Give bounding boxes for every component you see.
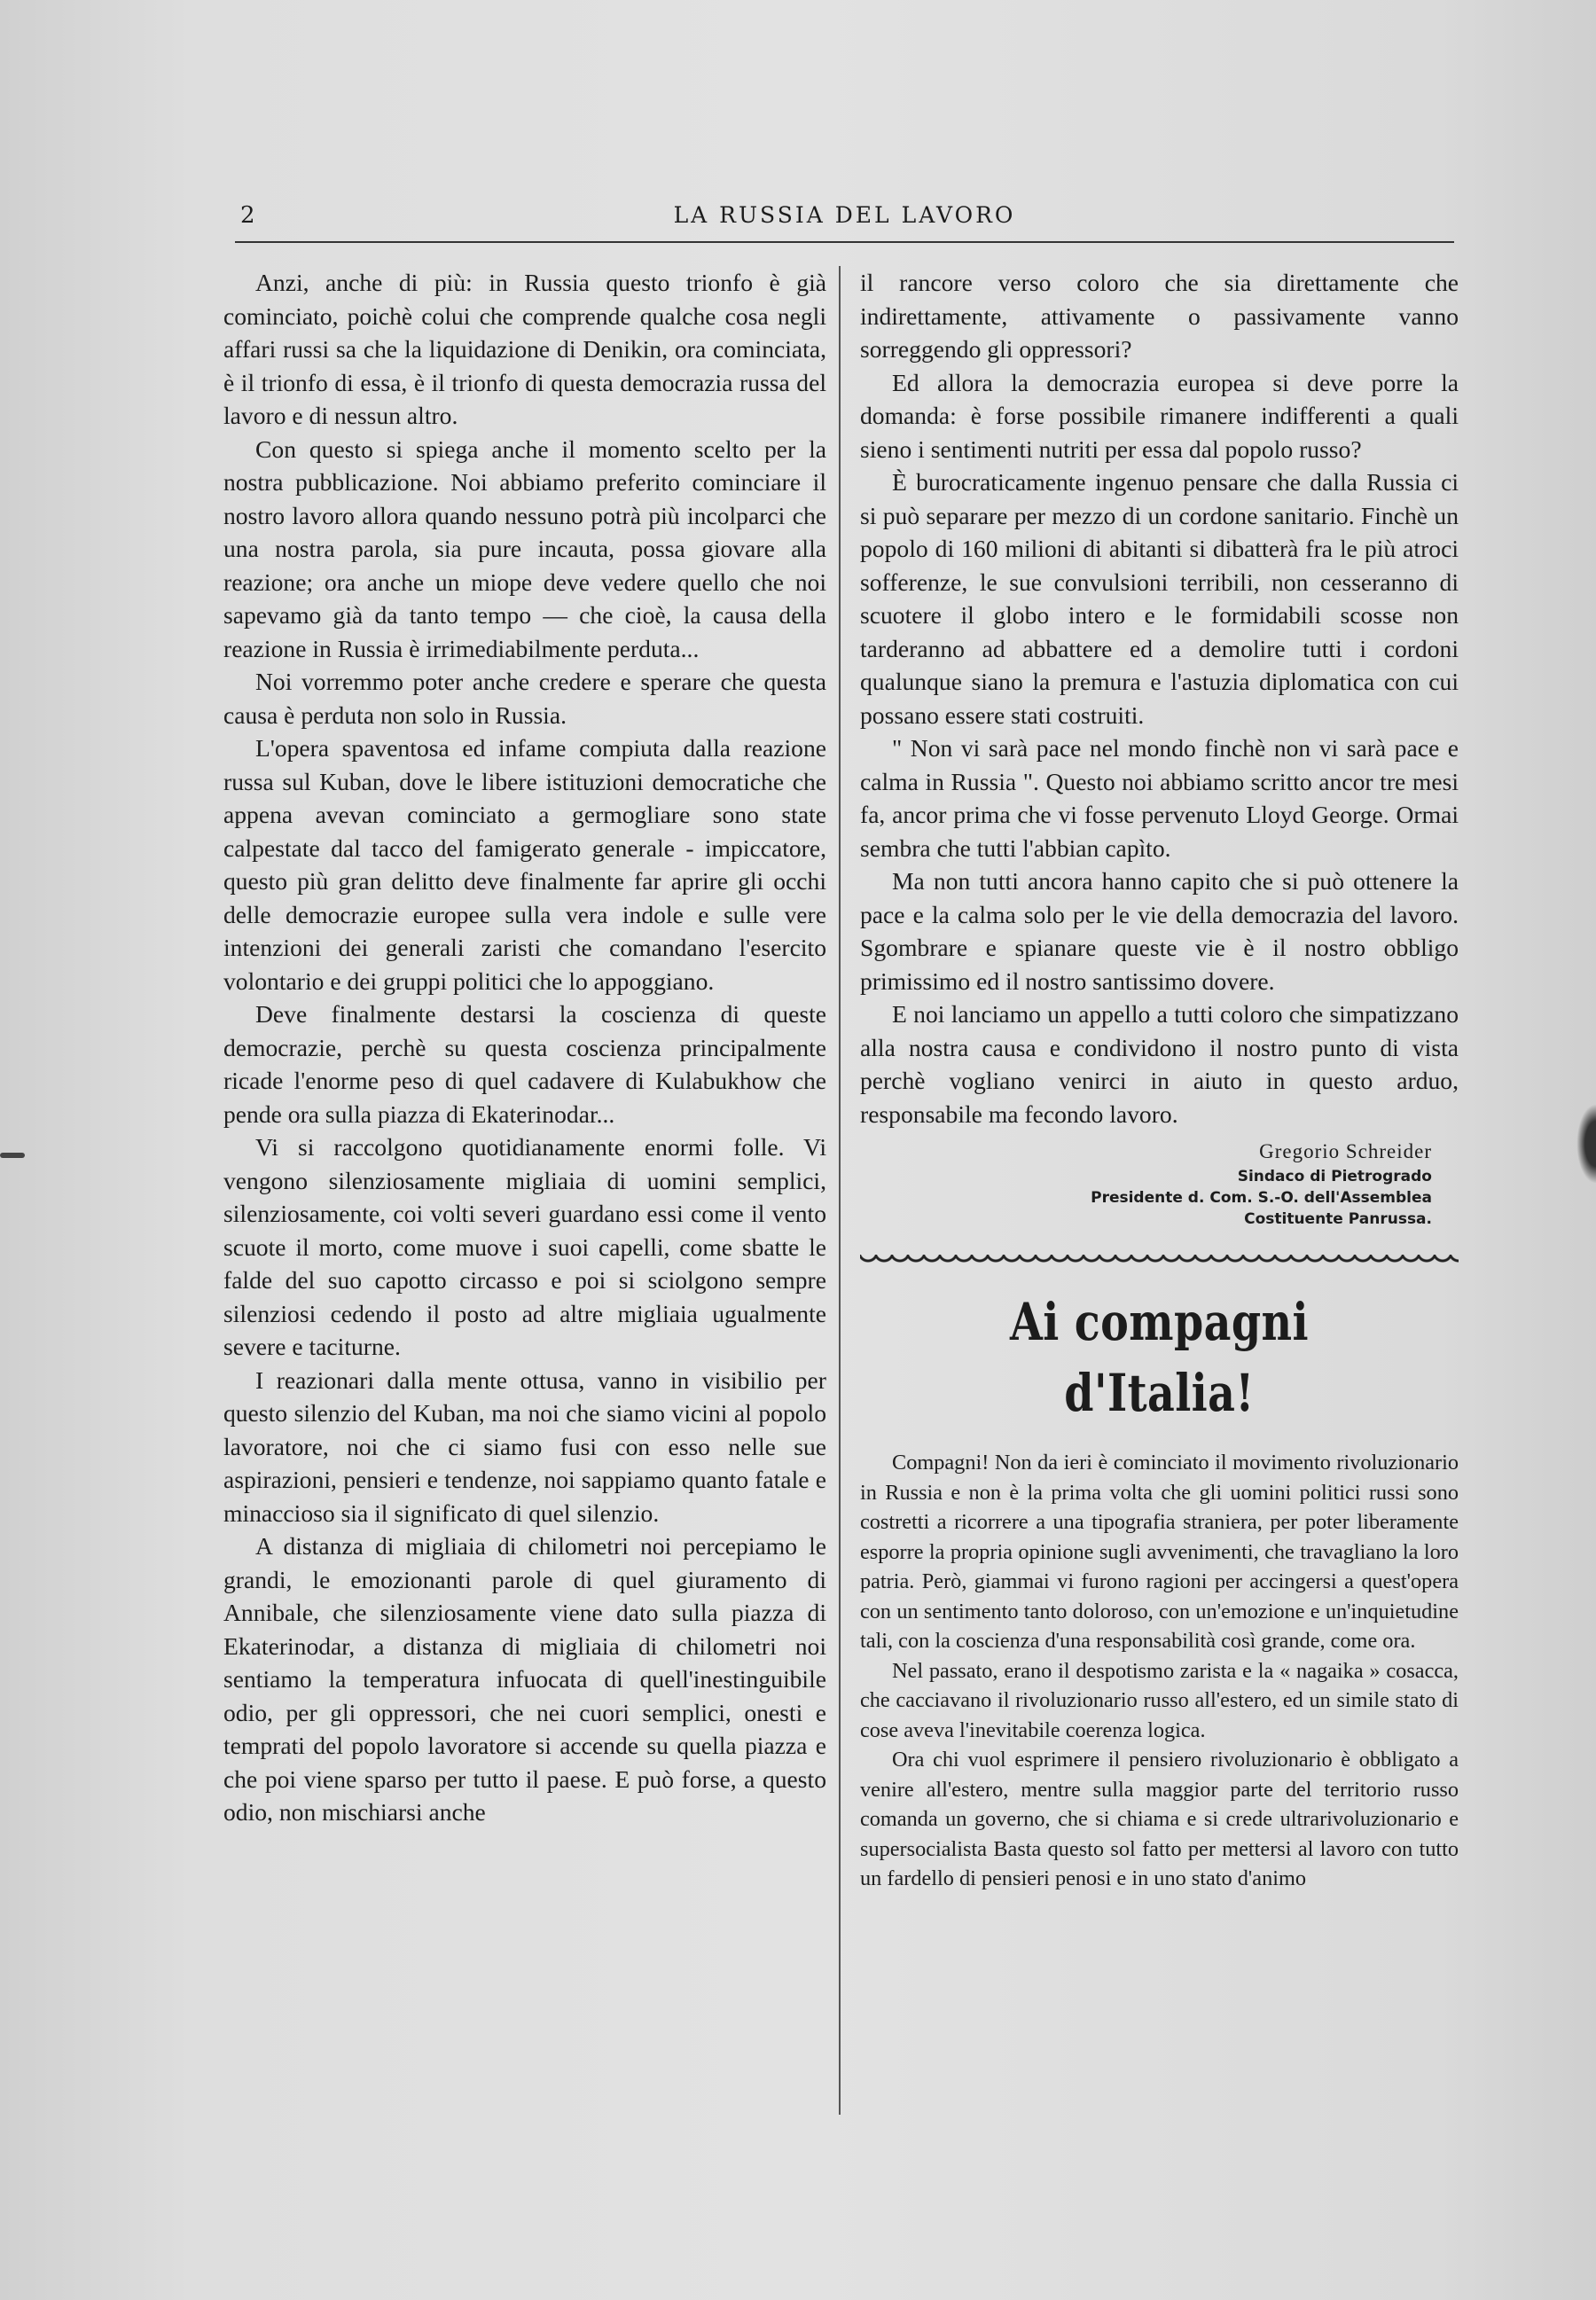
- paragraph: I reazionari dalla mente ottusa, vanno in visibilio per questo silenzio del Kuban, ma noi che siamo vicini al popolo lavoratore, noi che ci siamo fusi con esso nelle sue aspirazioni, pensieri e tendenze, noi sappiamo quanto fatale e minaccioso sia il significato di quel silenzio.: [223, 1365, 826, 1527]
- paragraph: A distanza di migliaia di chilometri noi percepiamo le grandi, le emozionanti parole di quel giuramento di Annibale, che silenziosamente viene dato sulla piazza di Ekaterinodar, a distanza di migliaia di chilometri noi sentiamo la temperatura infuocata di quell'inestinguibile odio, per gli oppressori, che nei cuori semplici, onesti e temprati del popolo lavoratore si accende su quella piazza e che poi viene sparso per tutto il paese. E può forse, a questo odio, non mischiarsi anche: [223, 1532, 826, 1826]
- page-tear-mark: [1576, 1104, 1596, 1184]
- paragraph: Ma non tutti ancora hanno capito che si può ottenere la pace e la calma solo per le vie della democrazia del lavoro. Sgombrare e spianare queste vie è il nostro obbligo primissimo ed il nostro santissimo dovere.: [860, 867, 1459, 995]
- page-number: 2: [240, 202, 255, 229]
- paragraph: Con questo si spiega anche il momento scelto per la nostra pubblicazione. Noi abbiamo preferito cominciare il nostro lavoro allora quando nessuno potrà più incolparci che una nostra parola, sia pure incauta, possa giovare alla reazione; ora anche un miope deve vedere quello che noi sapevamo già da tanto tempo — che cioè, la causa della reazione in Russia è irrimediabilmente perduta...: [223, 434, 826, 662]
- paragraph: Nel passato, erano il despotismo zarista e la « nagaika » cosacca, che cacciavano il rivoluzionario russo all'estero, ed un simile stato di cose aveva l'inevitabile coerenza logica.: [860, 1658, 1459, 1742]
- ink-smudge: [0, 1153, 25, 1158]
- paragraph: Anzi, anche di più: in Russia questo trionfo è già cominciato, poichè colui che comprende qualche cosa negli affari russi sa che la liquidazione di Denikin, ora cominciata, è il trionfo di essa, è il trionfo di questa democrazia russa del lavoro e di nessun altro.: [223, 269, 826, 429]
- paragraph: L'opera spaventosa ed infame compiuta dalla reazione russa sul Kuban, dove le libere istituzioni democratiche che appena avevan cominciato a germogliare sono state calpestate dal tacco del famigerato generale - impiccatore, questo più gran delitto deve finalmente far aprire gli occhi delle democrazie europee sulla vera indole e sulle vere intenzioni dei generali zaristi che comandano l'esercito volontario e dei gruppi politici che lo appoggiano.: [223, 734, 826, 995]
- paragraph: " Non vi sarà pace nel mondo finchè non vi sarà pace e calma in Russia ". Questo noi abbiamo scritto ancor tre mesi fa, ancor prima che vi fosse pervenuto Lloyd George. Ormai sembra che tutti l'abbian capìto.: [860, 734, 1459, 862]
- left-column: [223, 266, 826, 2137]
- signature-title: Presidente d. Com. S.-O. dell'Assemblea: [1091, 1189, 1432, 1207]
- column-divider: [839, 266, 841, 2115]
- paragraph: Ed allora la democrazia europea si deve porre la domanda: è forse possibile rimanere indifferenti a quali sieno i sentimenti nutriti per essa dal popolo russo?: [860, 368, 1459, 463]
- article-title: Ai compagni d'Italia!: [1009, 1292, 1310, 1423]
- paragraph: il rancore verso coloro che sia direttamente che indirettamente, attivamente o passivamente vanno sorreggendo gli oppressori?: [860, 269, 1459, 363]
- running-title: LA RUSSIA DEL LAVORO: [673, 202, 1016, 228]
- paragraph: Deve finalmente destarsi la coscienza di queste democrazie, perchè su questa coscienza principalmente ricade l'enorme peso di quel cadavere di Kulabukhow che pende ora sulla piazza di Ekaterinodar...: [223, 1000, 826, 1128]
- page-header: [235, 202, 1454, 243]
- paragraph: Compagni! Non da ieri è cominciato il movimento rivoluzionario in Russia e non è la prima volta che gli uomini politici russi sono costretti a ricorrere a una tipografia straniera, per poter liberamente esporre la propria opinione sugli avvenimenti, che travagliano la loro patria. Però, giammai vi furono ragioni per accingersi a quest'opera con un sentimento tanto doloroso, con un'emozione e un'inquietudine tali, con la coscienza d'una responsabilità così grande, come ora.: [860, 1451, 1459, 1653]
- paragraph: E noi lanciamo un appello a tutti coloro che simpatizzano alla nostra causa e condividono il nostro punto di vista perchè vogliano venirci in aiuto in questo arduo, responsabile ma fecondo lavoro.: [860, 1000, 1459, 1128]
- signature-block: [860, 1138, 1459, 1230]
- signature-title: Sindaco di Pietrogrado: [1237, 1168, 1432, 1185]
- wavy-separator: [860, 1255, 1459, 1271]
- paragraph: È burocraticamente ingenuo pensare che dalla Russia ci si può separare per mezzo di un cordone sanitario. Finchè un popolo di 160 milioni di abitanti si dibatterà fra le più atroci sofferenze, le sue convulsioni terribili, non cesseranno di scuotere il globo intero e le formidabili scosse non tarderanno ad abbattere ed a demolire tutti i cordoni qualunque siano la premura e l'astuzia diplomatica con cui possano essere stati costruiti.: [860, 468, 1459, 729]
- signature-title: Costituente Panrussa.: [1244, 1210, 1432, 1228]
- paragraph: Noi vorremmo poter anche credere e sperare che questa causa è perduta non solo in Russia.: [223, 668, 826, 729]
- right-column: [860, 266, 1459, 2137]
- paragraph: Ora chi vuol esprimere il pensiero rivoluzionario è obbligato a venire all'estero, mentre sulla maggior parte del territorio russo comanda un governo, che si chiama e si crede ultrarivoluzionario e supersocialista Basta questo sol fatto per mettersi al lavoro con tutto un fardello di pensieri penosi e in uno stato d'animo: [860, 1748, 1459, 1890]
- signature-name: Gregorio Schreider: [1259, 1140, 1432, 1162]
- paragraph: Vi si raccolgono quotidianamente enormi folle. Vi vengono silenziosamente migliaia di uomini semplici, silenziosamente, coi volti severi guardano essi come il vento scuote il morto, come muove i suoi capelli, come sbatte le falde del suo capotto circasso e poi si sciolgono sempre silenziosi cedendo il posto ad altre migliaia ugualmente severe e taciturne.: [223, 1133, 826, 1360]
- article-body: [860, 1448, 1459, 1894]
